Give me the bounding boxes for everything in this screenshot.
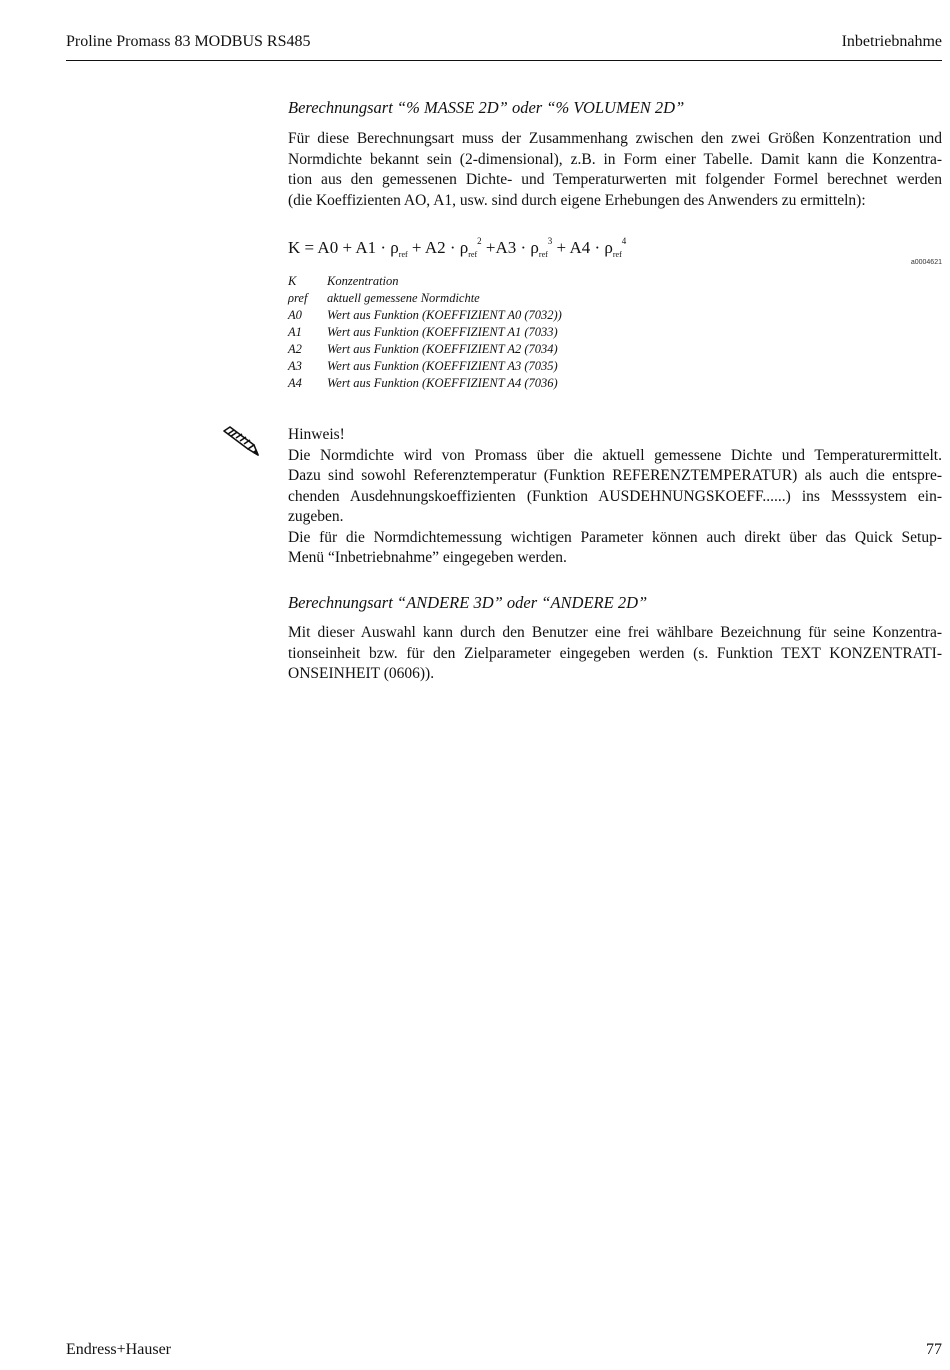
section-1-paragraph bbox=[288, 129, 942, 211]
legend-description: aktuell gemessene Normdichte bbox=[327, 291, 480, 305]
page-number: 77 bbox=[926, 1341, 942, 1358]
formula-term: + A2 · ρ bbox=[411, 238, 469, 257]
legend-description: Konzentration bbox=[327, 274, 399, 288]
note-title: Hinweis! bbox=[288, 426, 345, 443]
formula-term: +A3 · ρ bbox=[485, 238, 539, 257]
formula-subscript: ref bbox=[538, 250, 548, 259]
note-line: Menü “Inbetriebnahme” eingegeben werden. bbox=[288, 549, 567, 566]
paragraph-line: ONSEINHEIT (0606)). bbox=[288, 665, 435, 682]
note-block bbox=[288, 425, 942, 569]
formula-term: + A4 · ρ bbox=[556, 238, 613, 257]
legend-symbol: A1 bbox=[288, 325, 302, 339]
legend-symbol: ρref bbox=[288, 291, 308, 305]
legend-description: Wert aus Funktion (KOEFFIZIENT A0 (7032)) bbox=[327, 308, 562, 322]
section-2-heading: Berechnungsart “ANDERE 3D” oder “ANDERE 2D” bbox=[288, 593, 648, 612]
formula-term: K = A0 + A1 · ρ bbox=[288, 238, 399, 257]
paragraph-line: tionseinheit bzw. für den Zielparameter eingegeben werden (s. Funktion TEXT KONZENTRATI- bbox=[288, 644, 942, 662]
legend-description: Wert aus Funktion (KOEFFIZIENT A4 (7036) bbox=[327, 376, 558, 390]
paragraph-line: Mit dieser Auswahl kann durch den Benutzer eine frei wählbare Bezeichnung für seine Konzentra- bbox=[288, 624, 942, 641]
legend-description: Wert aus Funktion (KOEFFIZIENT A3 (7035) bbox=[327, 359, 558, 373]
formula-subscript: ref bbox=[398, 250, 408, 259]
section-2 bbox=[288, 593, 942, 613]
figure-id: a0004621 bbox=[910, 259, 942, 266]
legend-row bbox=[288, 290, 562, 307]
note-line: Die Normdichte wird von Promass über die aktuell gemessene Dichte und Temperaturermittelt. bbox=[288, 446, 942, 464]
concentration-formula bbox=[288, 236, 626, 258]
legend-row bbox=[288, 375, 562, 392]
legend-row bbox=[288, 324, 562, 341]
legend-row bbox=[288, 341, 562, 358]
paragraph-line: Normdichte bekannt sein (2-dimensional), z.B. in Form einer Tabelle. Damit kann die Konzentra- bbox=[288, 150, 942, 168]
section-2-paragraph bbox=[288, 623, 942, 685]
legend-row bbox=[288, 273, 562, 290]
formula-exponent: 3 bbox=[547, 236, 553, 246]
paragraph-line: tion aus den gemessenen Dichte- und Temperaturwerten mit folgender Formel berechnet werden bbox=[288, 171, 942, 188]
section-1-heading: Berechnungsart “% MASSE 2D” oder “% VOLUMEN 2D” bbox=[288, 98, 685, 117]
formula-subscript: ref bbox=[612, 250, 622, 259]
legend-description: Wert aus Funktion (KOEFFIZIENT A2 (7034) bbox=[327, 342, 558, 356]
legend-symbol: A3 bbox=[288, 359, 302, 373]
header-divider bbox=[66, 60, 942, 61]
legend-description: Wert aus Funktion (KOEFFIZIENT A1 (7033) bbox=[327, 325, 558, 339]
formula-legend bbox=[288, 273, 562, 392]
note-line: Die für die Normdichtemessung wichtigen Parameter können auch direkt über das Quick Setup- bbox=[288, 528, 942, 546]
legend-symbol: A4 bbox=[288, 376, 302, 390]
section-1 bbox=[288, 98, 942, 118]
note-line: zugeben. bbox=[288, 508, 344, 525]
pencil-icon bbox=[220, 425, 260, 457]
formula-exponent: 4 bbox=[621, 236, 627, 246]
note-line: chenden Ausdehnungskoeffizienten (Funktion AUSDEHNUNGSKOEFF......) ins Messsystem ein- bbox=[288, 487, 942, 505]
legend-symbol: K bbox=[288, 274, 297, 288]
footer-company: Endress+Hauser bbox=[66, 1341, 171, 1358]
note-line: Dazu sind sowohl Referenztemperatur (Funktion REFERENZTEMPERATUR) als auch die entspre- bbox=[288, 467, 942, 484]
header-chapter-title: Inbetriebnahme bbox=[841, 33, 942, 50]
paragraph-line: Für diese Berechnungsart muss der Zusammenhang zwischen den zwei Größen Konzentration und bbox=[288, 130, 942, 147]
legend-row bbox=[288, 307, 562, 324]
header-document-title: Proline Promass 83 MODBUS RS485 bbox=[66, 33, 311, 50]
legend-symbol: A2 bbox=[288, 342, 302, 356]
formula-subscript: ref bbox=[468, 250, 478, 259]
legend-row bbox=[288, 358, 562, 375]
paragraph-line: (die Koeffizienten AO, A1, usw. sind durch eigene Erhebungen des Anwenders zu ermitteln): bbox=[288, 191, 866, 209]
legend-symbol: A0 bbox=[288, 308, 302, 322]
formula-exponent: 2 bbox=[477, 236, 482, 246]
